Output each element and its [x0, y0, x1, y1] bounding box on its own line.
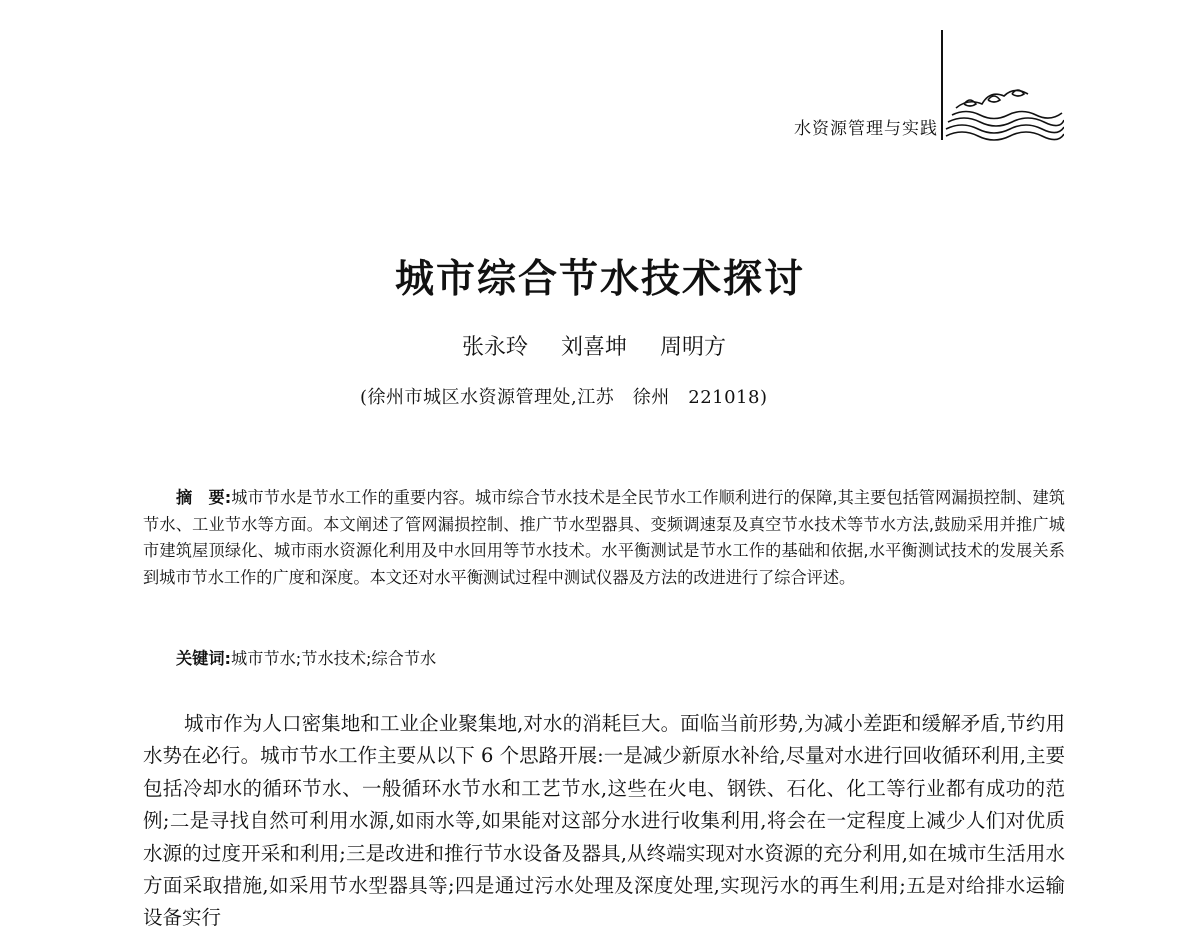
header-vertical-rule — [941, 30, 943, 140]
keywords-line — [176, 645, 436, 669]
keywords-text: 城市节水;节水技术;综合节水 — [231, 649, 437, 668]
abstract-text: 城市节水是节水工作的重要内容。城市综合节水技术是全民节水工作顺利进行的保障,其主要包括管网漏损控制、建筑节水、工业节水等方面。本文阐述了管网漏损控制、推广节水型器具、变频调速泵及真空节水技术等节水方法,鼓励采用并推广城市建筑屋顶绿化、城市雨水资源化利用及中水回用等节水技术。水平衡测试是节水工作的基础和依据,水平衡测试技术的发展关系到城市节水工作的广度和深度。本文还对水平衡测试过程中测试仪器及方法的改进进行了综合评述。 — [143, 488, 1065, 587]
wave-decoration-icon — [944, 84, 1064, 142]
keywords-label: 关键词: — [176, 649, 232, 668]
paper-title: 城市综合节水技术探讨 — [394, 256, 805, 302]
author-name: 周明方 — [660, 335, 727, 360]
author-list — [462, 330, 752, 361]
author-name: 张永玲 — [462, 335, 529, 360]
author-affiliation: (徐州市城区水资源管理处,江苏 徐州 221018) — [360, 387, 768, 408]
abstract-paragraph — [143, 485, 1065, 591]
abstract-label: 摘 要: — [176, 488, 232, 507]
body-paragraph: 城市作为人口密集地和工业企业聚集地,对水的消耗巨大。面临当前形势,为减小差距和缓解矛盾,节约用水势在必行。城市节水工作主要从以下 6 个思路开展:一是减少新原水补给,尽量对水进行回收循环利用,主要包括冷却水的循环节水、一般循环水节水和工艺节水,这些在火电、钢铁、石化、化工等行业都有成功的范例;二是寻找自然可利用水源,如雨水等,如果能对这部分水进行收集利用,将会在一定程度上减少人们对优质水源的过度开采和利用;三是改进和推行节水设备及器具,从终端实现对水资源的充分利用,如在城市生活用水方面采取措施,如采用节水型器具等;四是通过污水处理及深度处理,实现污水的再生利用;五是对给排水运输设备实行 — [143, 712, 1065, 930]
author-name: 刘喜坤 — [561, 335, 628, 360]
journal-section-label: 水资源管理与实践 — [794, 119, 938, 139]
